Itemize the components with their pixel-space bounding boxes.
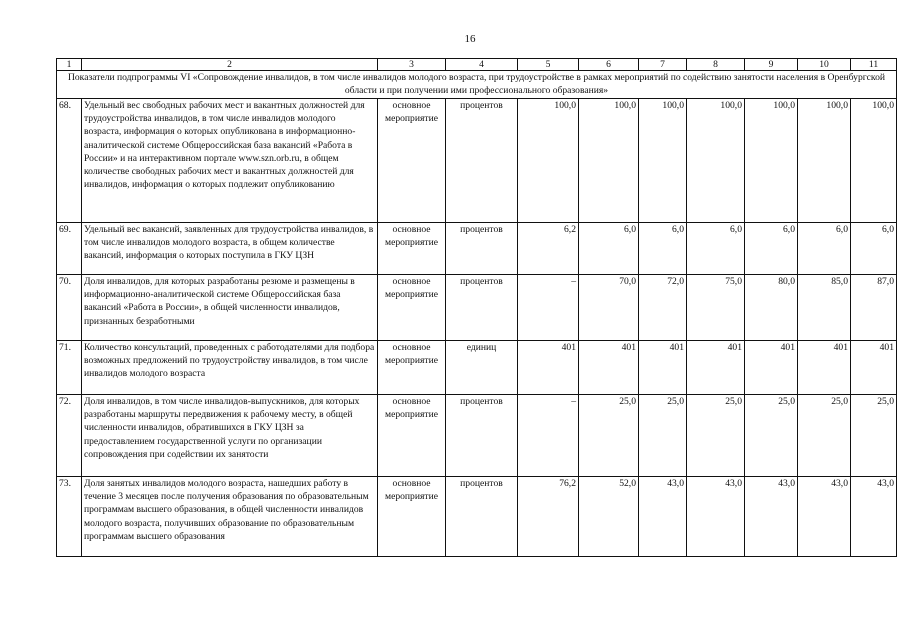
value-cell: 6,0 [579, 223, 639, 275]
table-row [57, 99, 897, 223]
column-number: 9 [745, 59, 798, 71]
column-number: 2 [82, 59, 378, 71]
measure-type: основное мероприятие [378, 223, 446, 275]
value-cell: 401 [639, 341, 687, 395]
value-cell: 80,0 [745, 275, 798, 341]
column-number: 8 [687, 59, 745, 71]
value-cell: 401 [579, 341, 639, 395]
value-cell: 100,0 [579, 99, 639, 223]
value-cell: 25,0 [639, 395, 687, 477]
table-row [57, 341, 897, 395]
value-cell: 401 [745, 341, 798, 395]
value-cell: 43,0 [798, 477, 851, 557]
column-number: 7 [639, 59, 687, 71]
column-number: 5 [518, 59, 579, 71]
value-cell: 76,2 [518, 477, 579, 557]
column-number: 11 [851, 59, 897, 71]
value-cell: 401 [851, 341, 897, 395]
value-cell: 25,0 [579, 395, 639, 477]
value-cell: 6,0 [798, 223, 851, 275]
indicator-name: Доля занятых инвалидов молодого возраста, нашедших работу в течение 3 месяцев после получения образования по образовательным программам высшего образования, в общей численности инвалидов молодого возраста, получивших образование по образовательным программам высшего образования [82, 477, 378, 557]
table-row [57, 275, 897, 341]
column-number: 1 [57, 59, 82, 71]
unit-of-measure: процентов [446, 99, 518, 223]
value-cell: 75,0 [687, 275, 745, 341]
value-cell: 25,0 [745, 395, 798, 477]
section-title: Показатели подпрограммы VI «Сопровождение инвалидов, в том числе инвалидов молодого возраста, при трудоустройстве в рамках мероприятий по содействию занятости населения в Оренбургской области и при получении ими профессионального образования» [57, 71, 897, 99]
table-row [57, 395, 897, 477]
value-cell: 100,0 [687, 99, 745, 223]
value-cell: 6,2 [518, 223, 579, 275]
row-number: 69. [57, 223, 82, 275]
table-row [57, 477, 897, 557]
value-cell: 100,0 [518, 99, 579, 223]
indicator-name: Доля инвалидов, для которых разработаны резюме и размещены в информационно-аналитической системе Общероссийская база вакансий «Работа в России», в общей численности инвалидов, признанных безработными [82, 275, 378, 341]
indicators-table [56, 58, 897, 557]
measure-type: основное мероприятие [378, 477, 446, 557]
measure-type: основное мероприятие [378, 395, 446, 477]
table-row [57, 223, 897, 275]
column-number: 3 [378, 59, 446, 71]
row-number: 70. [57, 275, 82, 341]
column-number: 6 [579, 59, 639, 71]
value-cell: 87,0 [851, 275, 897, 341]
value-cell: 100,0 [851, 99, 897, 223]
indicator-name: Доля инвалидов, в том числе инвалидов-выпускников, для которых разработаны маршруты передвижения к рабочему месту, в общей численности инвалидов, обратившихся в ГКУ ЦЗН за предоставлением государственной услуги по организации сопровождения при содействии их занятости [82, 395, 378, 477]
unit-of-measure: процентов [446, 275, 518, 341]
indicator-name: Удельный вес свободных рабочих мест и вакантных должностей для трудоустройства инвалидов, в том числе инвалидов молодого возраста, информация о которых опубликована в информационно-аналитической системе Общероссийская база вакансий «Работа в России» и на интерактивном портале www.szn.orb.ru, в общем количестве свободных рабочих мест и вакантных должностей для инвалидов, информация о которых подлежит опубликованию [82, 99, 378, 223]
value-cell: 70,0 [579, 275, 639, 341]
value-cell: 401 [518, 341, 579, 395]
row-number: 72. [57, 395, 82, 477]
unit-of-measure: процентов [446, 223, 518, 275]
measure-type: основное мероприятие [378, 99, 446, 223]
indicator-name: Удельный вес вакансий, заявленных для трудоустройства инвалидов, в том числе инвалидов молодого возраста, в общем количестве вакансий, информация о которых поступила в ГКУ ЦЗН [82, 223, 378, 275]
value-cell: 85,0 [798, 275, 851, 341]
row-number: 73. [57, 477, 82, 557]
value-cell: 25,0 [798, 395, 851, 477]
value-cell: 43,0 [851, 477, 897, 557]
measure-type: основное мероприятие [378, 275, 446, 341]
column-number: 10 [798, 59, 851, 71]
value-cell: 6,0 [687, 223, 745, 275]
column-numbers-row [57, 59, 897, 71]
value-cell: 6,0 [745, 223, 798, 275]
unit-of-measure: процентов [446, 395, 518, 477]
value-cell: 43,0 [745, 477, 798, 557]
value-cell: 72,0 [639, 275, 687, 341]
column-number: 4 [446, 59, 518, 71]
unit-of-measure: процентов [446, 477, 518, 557]
value-cell: – [518, 395, 579, 477]
unit-of-measure: единиц [446, 341, 518, 395]
value-cell: 52,0 [579, 477, 639, 557]
indicator-name: Количество консультаций, проведенных с работодателями для подбора возможных предложений по трудоустройству инвалидов, в том числе инвалидов молодого возраста [82, 341, 378, 395]
value-cell: 25,0 [851, 395, 897, 477]
row-number: 71. [57, 341, 82, 395]
row-number: 68. [57, 99, 82, 223]
value-cell: 401 [687, 341, 745, 395]
value-cell: 100,0 [639, 99, 687, 223]
page-number: 16 [464, 33, 476, 45]
value-cell: – [518, 275, 579, 341]
measure-type: основное мероприятие [378, 341, 446, 395]
value-cell: 25,0 [687, 395, 745, 477]
value-cell: 401 [798, 341, 851, 395]
value-cell: 43,0 [639, 477, 687, 557]
value-cell: 43,0 [687, 477, 745, 557]
value-cell: 100,0 [798, 99, 851, 223]
section-header-row [57, 71, 897, 99]
value-cell: 6,0 [639, 223, 687, 275]
value-cell: 100,0 [745, 99, 798, 223]
value-cell: 6,0 [851, 223, 897, 275]
